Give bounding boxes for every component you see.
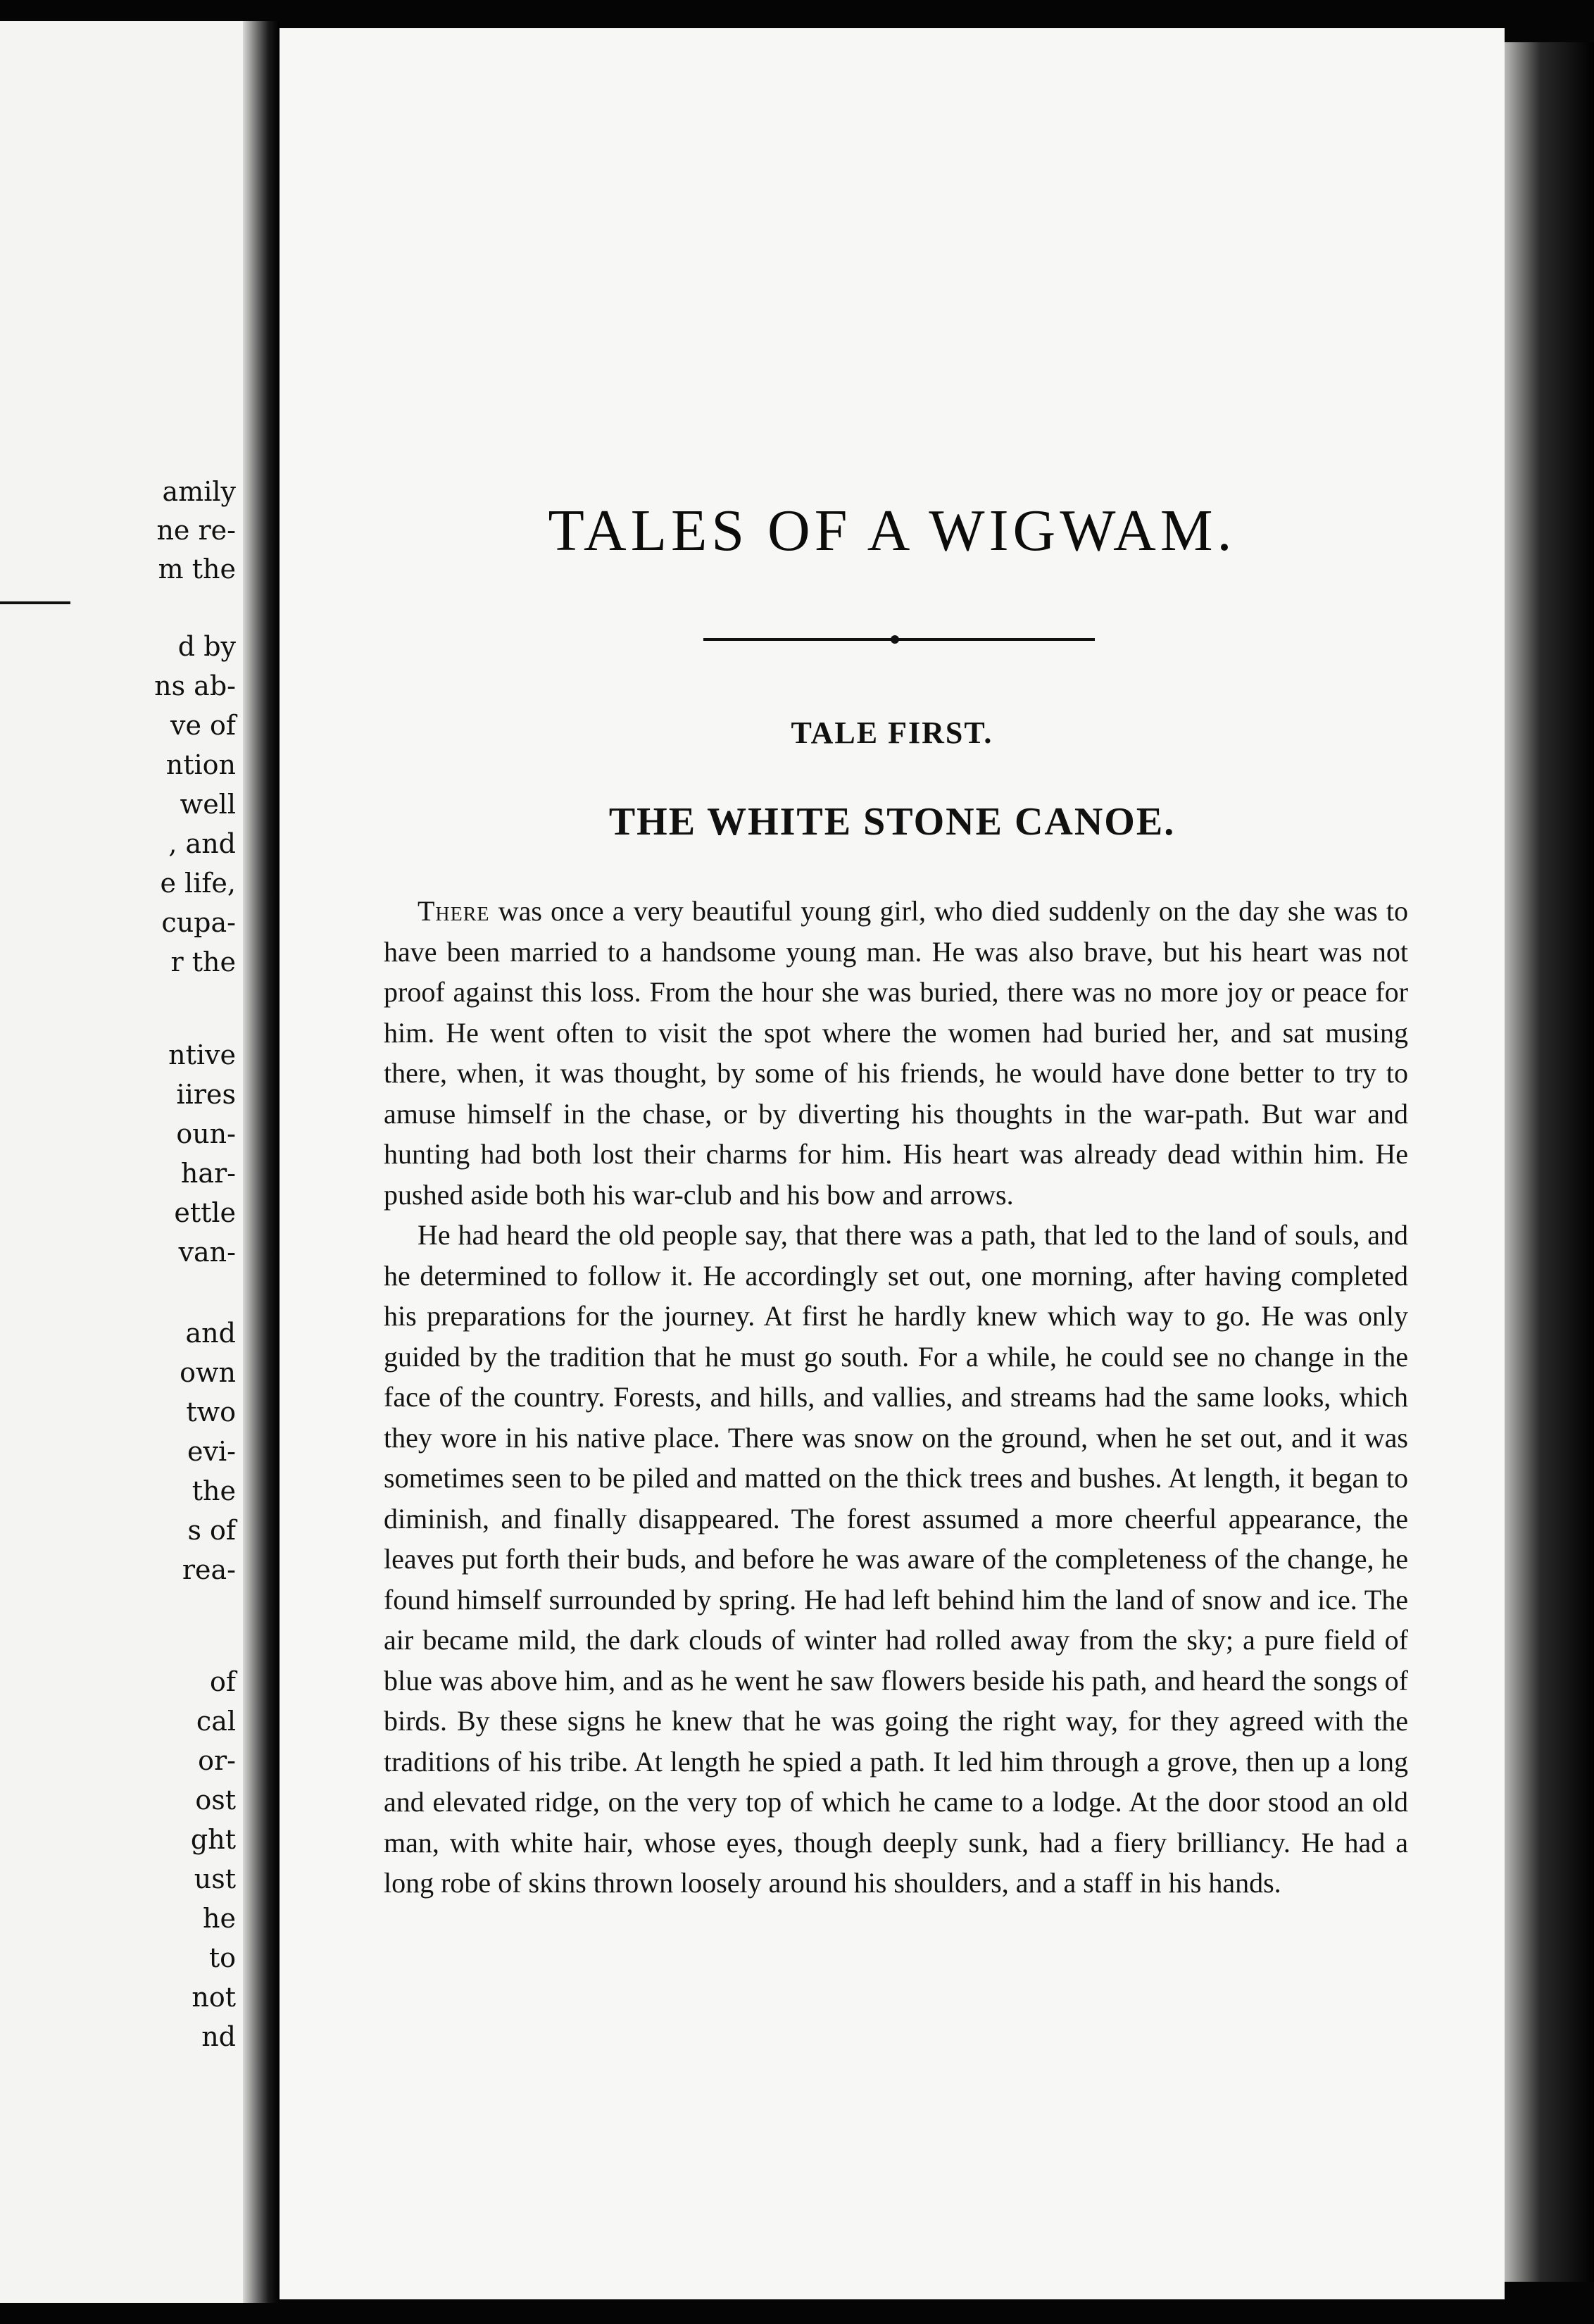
paragraph <box>384 1215 1408 1904</box>
left-page-line: m the <box>158 554 236 585</box>
left-page-line: r the <box>170 947 236 977</box>
left-page-line: ve of <box>170 710 236 741</box>
paragraph-text: was once a very beautiful young girl, who died suddenly on the day she was to have been married to a handsome young man. He was also brave, but his heart was not proof against this loss. From the hour she was buried, there was no more joy or peace for him. He went often to visit the spot where the women had buried her, and sat musing there, when, it was thought, by some of his friends, he would have done better to try to amuse himself in the chase, or by diverting his thoughts in the war-path. But war and hunting had both lost their charms for him. His heart was already dead within him. He pushed aside both his war-club and his bow and arrows. <box>384 895 1408 1211</box>
left-page-line: ettle <box>174 1197 236 1228</box>
left-page-line: cal <box>196 1706 236 1737</box>
left-page-line: ne re- <box>156 515 236 546</box>
left-page-divider <box>0 601 70 604</box>
left-page-line: van- <box>178 1237 236 1268</box>
left-page-line: the <box>192 1475 236 1506</box>
paragraph-lead-word: There <box>418 895 490 927</box>
left-page-line: s of <box>187 1515 236 1546</box>
left-page-line: of <box>210 1666 236 1697</box>
page-edge-shadow <box>1505 42 1594 2282</box>
tale-number: TALE FIRST. <box>791 716 993 750</box>
left-page-line: ns ab- <box>154 670 236 701</box>
left-page-line: evi- <box>187 1436 236 1467</box>
title-divider <box>703 638 1095 641</box>
left-page-line: ntion <box>165 749 236 780</box>
left-page-line: nd <box>201 2021 236 2052</box>
left-page-line: he <box>203 1903 236 1934</box>
book-gutter <box>243 21 280 2303</box>
left-page-line: d by <box>177 631 236 662</box>
tale-body <box>384 891 1408 1904</box>
book-title: TALES OF A WIGWAM. <box>548 498 1236 563</box>
paragraph <box>384 891 1408 1215</box>
left-page-line: , and <box>168 828 236 859</box>
left-page-line: har- <box>180 1158 236 1189</box>
left-page-line: or- <box>198 1745 236 1776</box>
left-page-line: well <box>180 789 236 820</box>
paragraph-text: He had heard the old people say, that there was a path, that led to the land of souls, and he determined to follow it. He accordingly set out, one morning, after having completed his preparations for the journey. At first he hardly knew which way to go. He was only guided by the tradition that he must go south. For a while, he could see no change in the face of the country. Forests, and hills, and vallies, and streams had the same looks, which they wore in his native place. There was snow on the ground, when he set out, and it was sometimes seen to be piled and matted on the thick trees and bushes. At length, it began to diminish, and finally disappeared. The forest assumed a more cheerful appearance, the leaves put forth their buds, and before he was aware of the completeness of the change, he found himself surrounded by spring. He had left behind him the land of snow and ice. The air became mild, the dark clouds of winter had rolled away from the sky; a pure field of blue was above him, and as he went he saw flowers beside his path, and heard the songs of birds. By these signs he knew that he was going the right way, for they agreed with the traditions of his tribe. At length he spied a path. It led him through a grove, then up a long and elevated ridge, on the very top of which he came to a lodge. At the door stood an old man, with white hair, whose eyes, though deeply sunk, had a fiery brilliancy. He had a long robe of skins thrown loosely around his shoulders, and a staff in his hands. <box>384 1219 1408 1899</box>
left-page-line: rea- <box>182 1554 236 1585</box>
left-page-line: ntive <box>168 1039 236 1070</box>
left-page-line: cupa- <box>161 907 236 938</box>
left-page-line: oun- <box>176 1118 236 1149</box>
left-page-line: ost <box>195 1785 236 1816</box>
left-page-line: own <box>180 1357 236 1388</box>
left-page-line: ust <box>194 1863 236 1894</box>
left-page-line: amily <box>162 476 236 507</box>
left-page-line: to <box>208 1942 236 1973</box>
left-page-line: and <box>185 1318 236 1349</box>
current-page <box>280 28 1505 2299</box>
left-page-line: iires <box>176 1079 236 1110</box>
left-page-line: not <box>192 1982 236 2013</box>
left-page-line: e life, <box>160 868 236 899</box>
left-page-line: two <box>186 1397 236 1427</box>
tale-title: THE WHITE STONE CANOE. <box>608 800 1176 844</box>
previous-page-fragment <box>0 21 243 2303</box>
left-page-line: ght <box>190 1824 236 1855</box>
